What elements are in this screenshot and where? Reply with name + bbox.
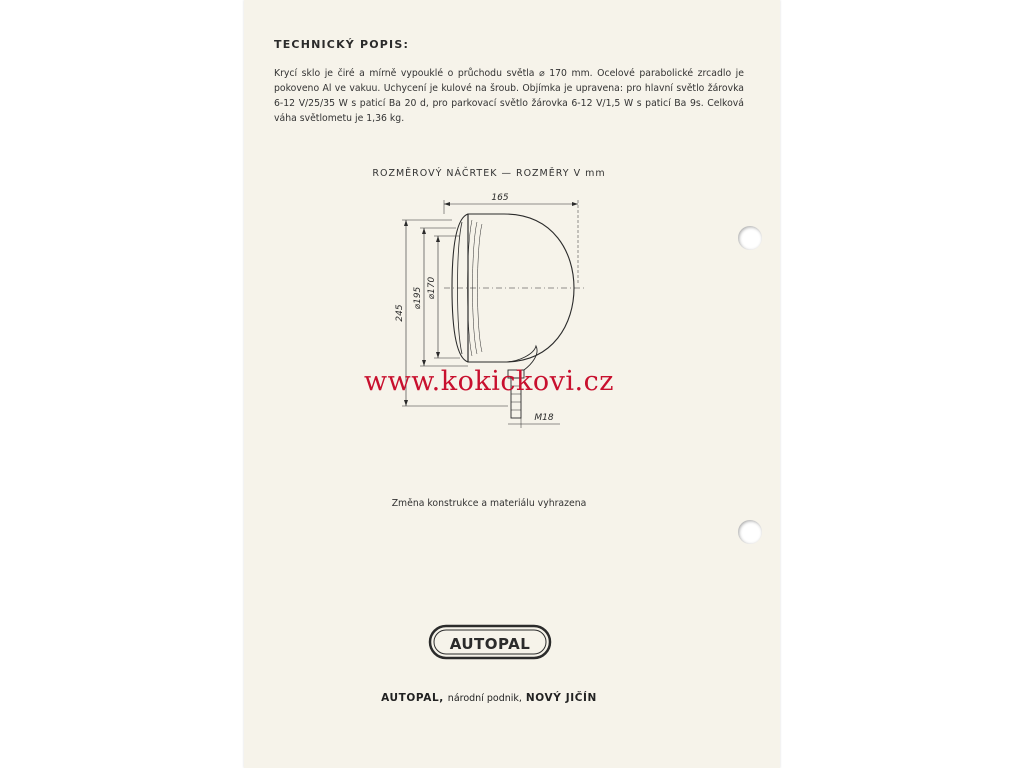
dim-outer-label: ⌀195 [413, 286, 423, 310]
dim-height-label: 245 [395, 304, 405, 322]
dim-thread-label: M18 [534, 413, 554, 423]
punch-hole-bottom [738, 520, 762, 544]
document-page [244, 0, 780, 768]
footer-company: AUTOPAL, [381, 692, 444, 704]
autopal-logo [428, 622, 552, 662]
footer-type: národní podnik, [447, 693, 522, 704]
footer-imprint [244, 692, 734, 704]
punch-hole-top [738, 226, 762, 250]
technical-description: Krycí sklo je čiré a mírně vypouklé o průchodu světla ⌀ 170 mm. Ocelové parabolické zrcadlo je pokoveno Al ve vakuu. Uchycení je kulové na šroub. Objímka je upravena: pro hlavní světlo žárovka 6-12 V/25/35 W s paticí Ba 20 d, pro parkovací světlo žárovka 6-12 V/1,5 W s paticí Ba 9s. Celková váha světlometu je 1,36 kg. [274, 68, 744, 124]
dim-glass-label: ⌀170 [427, 276, 437, 300]
logo-text: AUTOPAL [449, 635, 531, 653]
section-title: TECHNICKÝ POPIS: [274, 38, 410, 51]
disclaimer-note: Změna konstrukce a materiálu vyhrazena [391, 498, 587, 509]
dim-length-label: 165 [491, 193, 509, 203]
drawing-title: ROZMĚROVÝ NÁČRTEK — ROZMĚRY V mm [372, 168, 606, 179]
watermark: www.kokickovi.cz [364, 366, 614, 397]
footer-city: NOVÝ JIČÍN [525, 692, 597, 704]
